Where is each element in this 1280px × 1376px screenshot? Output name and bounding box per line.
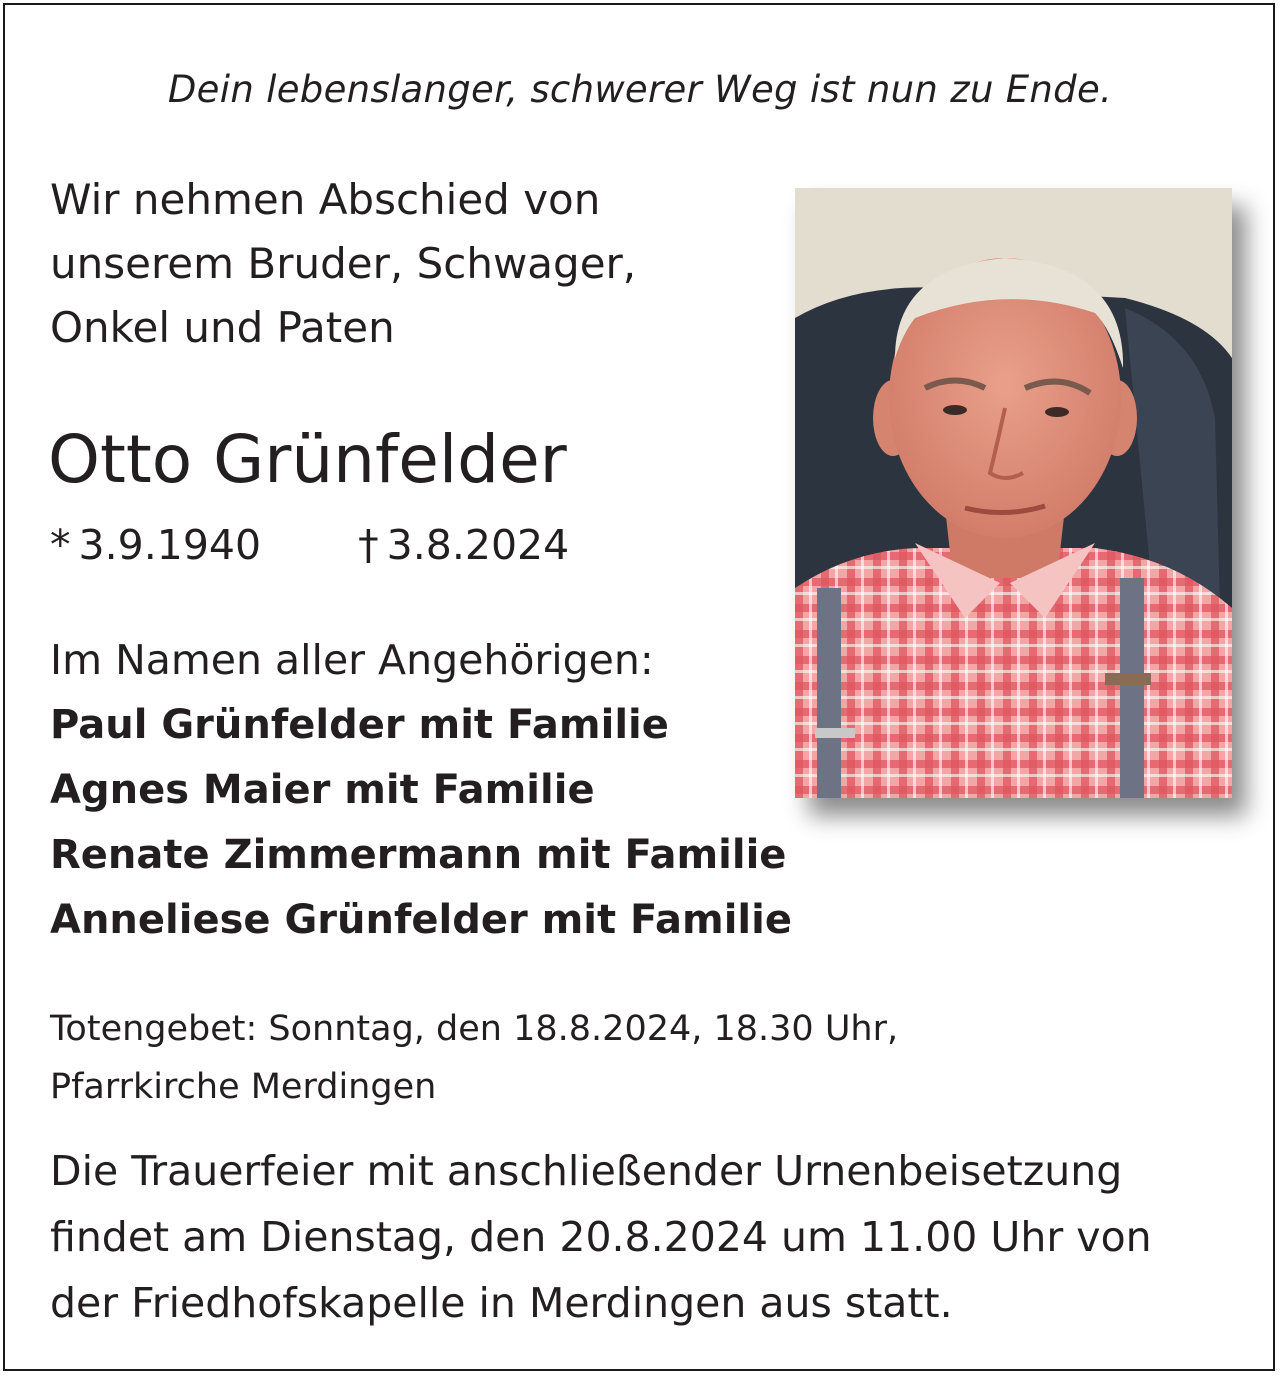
death-cross-icon: †	[358, 521, 379, 569]
service-line: Die Trauerfeier mit anschließender Urnenbeisetzung	[50, 1147, 1123, 1195]
service-line: findet am Dienstag, den 20.8.2024 um 11.00 Uhr von	[50, 1213, 1152, 1261]
mourners-block	[50, 628, 792, 953]
family-name: Paul Grünfelder mit Familie	[50, 702, 669, 748]
prayer-line: Pfarrkirche Merdingen	[50, 1067, 437, 1107]
birth-date: 3.9.1940	[78, 521, 262, 569]
deceased-name: Otto Grünfelder	[48, 421, 567, 498]
service-line: der Friedhofskapelle in Merdingen aus statt.	[50, 1279, 953, 1327]
portrait-photo	[795, 188, 1232, 798]
intro-line: Onkel und Paten	[50, 303, 395, 352]
portrait-illustration	[795, 188, 1232, 798]
prayer-line: Totengebet: Sonntag, den 18.8.2024, 18.30 Uhr,	[50, 1009, 899, 1049]
family-name: Renate Zimmermann mit Familie	[50, 832, 787, 878]
life-dates	[50, 517, 569, 573]
family-name: Anneliese Grünfelder mit Familie	[50, 897, 792, 943]
death-date: 3.8.2024	[386, 521, 570, 569]
mourners-heading: Im Namen aller Angehörigen:	[50, 636, 654, 684]
family-name: Agnes Maier mit Familie	[50, 767, 595, 813]
birth-star-icon: *	[50, 521, 71, 569]
intro-text	[50, 168, 770, 360]
motto-line: Dein lebenslanger, schwerer Weg ist nun zu Ende.	[167, 68, 1113, 111]
prayer-info	[50, 1000, 898, 1116]
funeral-service-info	[50, 1138, 1152, 1336]
intro-line: Wir nehmen Abschied von	[50, 175, 601, 224]
intro-line: unserem Bruder, Schwager,	[50, 239, 637, 288]
